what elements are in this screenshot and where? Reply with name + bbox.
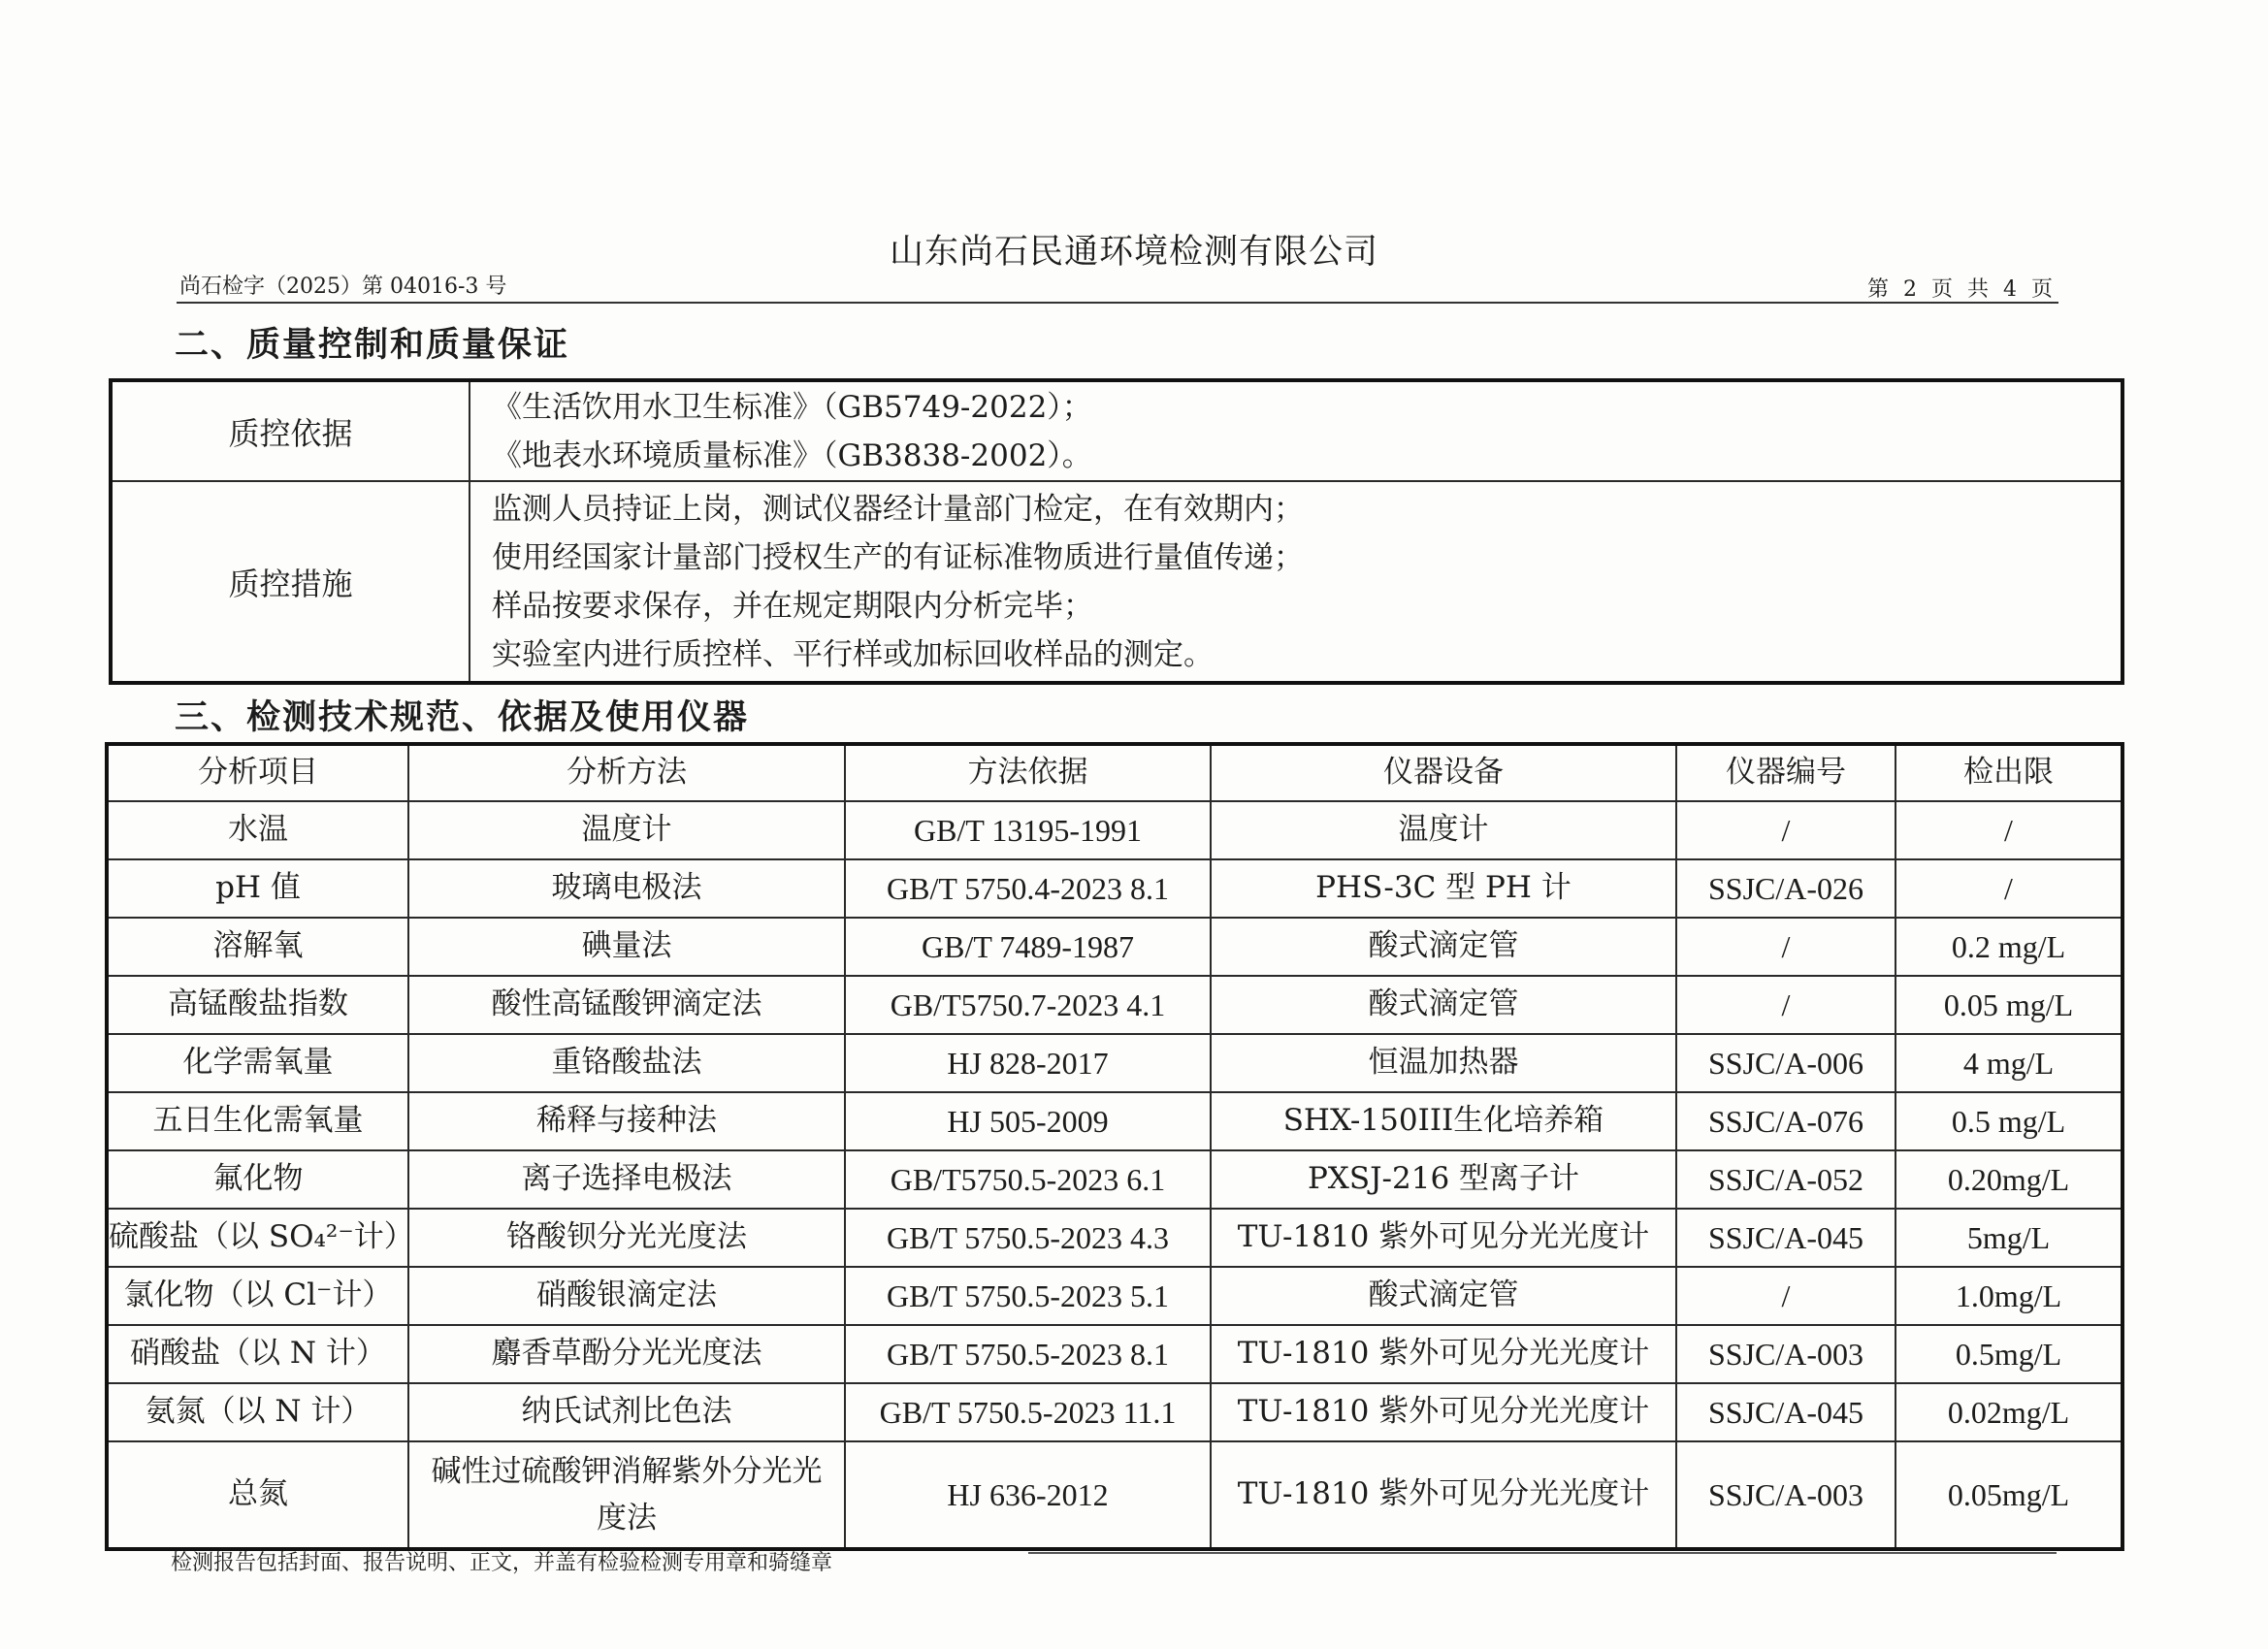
table-row: [107, 1092, 2122, 1150]
qc-measures-content: [470, 481, 2122, 683]
qc-measures-line: 实验室内进行质控样、平行样或加标回收样品的测定。: [492, 636, 1214, 672]
detection-limit: 0.05 mg/L: [1895, 976, 2122, 1034]
method-basis: GB/T5750.7-2023 4.1: [845, 976, 1211, 1034]
analysis-item: 溶解氧: [107, 918, 408, 976]
instrument-id: SSJC/A-006: [1676, 1034, 1895, 1092]
table-row: [107, 1150, 2122, 1209]
instrument-id: SSJC/A-026: [1676, 859, 1895, 918]
table-row: [107, 976, 2122, 1034]
instrument-id: /: [1676, 1267, 1895, 1325]
instrument: TU-1810 紫外可见分光光度计: [1211, 1209, 1676, 1267]
instrument: TU-1810 紫外可见分光光度计: [1211, 1441, 1676, 1549]
analysis-item: 氨氮（以 N 计）: [107, 1383, 408, 1441]
header-divider: [177, 302, 2058, 304]
analysis-method: 重铬酸盐法: [408, 1034, 845, 1092]
method-basis: GB/T 5750.4-2023 8.1: [845, 859, 1211, 918]
footer-note: 检测报告包括封面、报告说明、正文，并盖有检验检测专用章和骑缝章: [171, 1551, 833, 1575]
instrument: 酸式滴定管: [1211, 1267, 1676, 1325]
qc-measures-label: 质控措施: [111, 481, 470, 683]
instrument-id: SSJC/A-052: [1676, 1150, 1895, 1209]
instrument-id: /: [1676, 801, 1895, 859]
qc-basis-content: [470, 380, 2122, 481]
detection-limit: 0.02mg/L: [1895, 1383, 2122, 1441]
method-basis: GB/T 7489-1987: [845, 918, 1211, 976]
qc-measures-line: 样品按要求保存，并在规定期限内分析完毕；: [492, 588, 1093, 624]
instrument-id: SSJC/A-003: [1676, 1441, 1895, 1549]
qc-basis-line: 《生活饮用水卫生标准》（GB5749-2022）；: [492, 389, 1092, 425]
column-header: 检出限: [1895, 744, 2122, 801]
table-row: [107, 1209, 2122, 1267]
analysis-method: 离子选择电极法: [408, 1150, 845, 1209]
instrument: 温度计: [1211, 801, 1676, 859]
analysis-method: 硝酸银滴定法: [408, 1267, 845, 1325]
detection-limit: 5mg/L: [1895, 1209, 2122, 1267]
detection-limit: /: [1895, 859, 2122, 918]
qc-basis-line: 《地表水环境质量标准》（GB3838-2002）。: [492, 437, 1092, 473]
instrument: TU-1810 紫外可见分光光度计: [1211, 1325, 1676, 1383]
instrument-id: /: [1676, 976, 1895, 1034]
method-basis: GB/T 13195-1991: [845, 801, 1211, 859]
table-row: [107, 1383, 2122, 1441]
instrument-id: SSJC/A-003: [1676, 1325, 1895, 1383]
qc-measures-line: 监测人员持证上岗，测试仪器经计量部门检定，在有效期内；: [492, 491, 1304, 527]
qc-basis-row: [111, 380, 2122, 481]
column-header: 仪器设备: [1211, 744, 1676, 801]
analysis-method: 碘量法: [408, 918, 845, 976]
instrument: PXSJ-216 型离子计: [1211, 1150, 1676, 1209]
analysis-item: 高锰酸盐指数: [107, 976, 408, 1034]
analysis-item: 硫酸盐（以 SO₄²⁻计）: [107, 1209, 408, 1267]
column-header: 分析项目: [107, 744, 408, 801]
method-basis: GB/T 5750.5-2023 4.3: [845, 1209, 1211, 1267]
instrument: TU-1810 紫外可见分光光度计: [1211, 1383, 1676, 1441]
instrument: 酸式滴定管: [1211, 976, 1676, 1034]
method-table: [105, 742, 2124, 1551]
table-row: [107, 1325, 2122, 1383]
column-header: 分析方法: [408, 744, 845, 801]
detection-limit: /: [1895, 801, 2122, 859]
analysis-method: 玻璃电极法: [408, 859, 845, 918]
method-basis: GB/T 5750.5-2023 5.1: [845, 1267, 1211, 1325]
column-header: 方法依据: [845, 744, 1211, 801]
instrument-id: SSJC/A-076: [1676, 1092, 1895, 1150]
table-row: [107, 859, 2122, 918]
detection-limit: 0.5 mg/L: [1895, 1092, 2122, 1150]
table-row: [107, 801, 2122, 859]
instrument: 恒温加热器: [1211, 1034, 1676, 1092]
analysis-method: 酸性高锰酸钾滴定法: [408, 976, 845, 1034]
instrument-id: SSJC/A-045: [1676, 1383, 1895, 1441]
method-basis: HJ 505-2009: [845, 1092, 1211, 1150]
analysis-item: pH 值: [107, 859, 408, 918]
document-number: 尚石检字（2025）第 04016-3 号: [179, 275, 507, 299]
analysis-method: 纳氏试剂比色法: [408, 1383, 845, 1441]
method-basis: GB/T5750.5-2023 6.1: [845, 1150, 1211, 1209]
qc-basis-label: 质控依据: [111, 380, 470, 481]
analysis-item: 总氮: [107, 1441, 408, 1549]
analysis-method: 铬酸钡分光光度法: [408, 1209, 845, 1267]
instrument: SHX-150III生化培养箱: [1211, 1092, 1676, 1150]
detection-limit: 0.2 mg/L: [1895, 918, 2122, 976]
instrument: PHS-3C 型 PH 计: [1211, 859, 1676, 918]
method-basis: GB/T 5750.5-2023 11.1: [845, 1383, 1211, 1441]
analysis-item: 化学需氧量: [107, 1034, 408, 1092]
page-number: 第 2 页 共 4 页: [1867, 277, 2057, 302]
analysis-item: 氯化物（以 Cl⁻计）: [107, 1267, 408, 1325]
table-row: [107, 918, 2122, 976]
analysis-method: 碱性过硫酸钾消解紫外分光光度法: [408, 1441, 845, 1549]
table-header-row: [107, 744, 2122, 801]
instrument: 酸式滴定管: [1211, 918, 1676, 976]
method-basis: GB/T 5750.5-2023 8.1: [845, 1325, 1211, 1383]
section-2-title: 二、质量控制和质量保证: [175, 325, 570, 365]
detection-limit: 0.05mg/L: [1895, 1441, 2122, 1549]
quality-control-table: [109, 378, 2124, 685]
detection-limit: 4 mg/L: [1895, 1034, 2122, 1092]
table-row: [107, 1441, 2122, 1549]
analysis-method: 稀释与接种法: [408, 1092, 845, 1150]
company-name: 山东尚石民通环境检测有限公司: [889, 233, 1378, 272]
table-row: [107, 1034, 2122, 1092]
section-3-title: 三、检测技术规范、依据及使用仪器: [175, 697, 750, 737]
analysis-method: 麝香草酚分光光度法: [408, 1325, 845, 1383]
qc-measures-line: 使用经国家计量部门授权生产的有证标准物质进行量值传递；: [492, 539, 1304, 575]
detection-limit: 1.0mg/L: [1895, 1267, 2122, 1325]
footer-divider: [1028, 1552, 2057, 1554]
analysis-item: 氟化物: [107, 1150, 408, 1209]
analysis-method: 温度计: [408, 801, 845, 859]
qc-measures-row: [111, 481, 2122, 683]
analysis-item: 五日生化需氧量: [107, 1092, 408, 1150]
method-basis: HJ 636-2012: [845, 1441, 1211, 1549]
detection-limit: 0.5mg/L: [1895, 1325, 2122, 1383]
column-header: 仪器编号: [1676, 744, 1895, 801]
detection-limit: 0.20mg/L: [1895, 1150, 2122, 1209]
analysis-item: 硝酸盐（以 N 计）: [107, 1325, 408, 1383]
instrument-id: SSJC/A-045: [1676, 1209, 1895, 1267]
instrument-id: /: [1676, 918, 1895, 976]
table-row: [107, 1267, 2122, 1325]
method-basis: HJ 828-2017: [845, 1034, 1211, 1092]
analysis-item: 水温: [107, 801, 408, 859]
